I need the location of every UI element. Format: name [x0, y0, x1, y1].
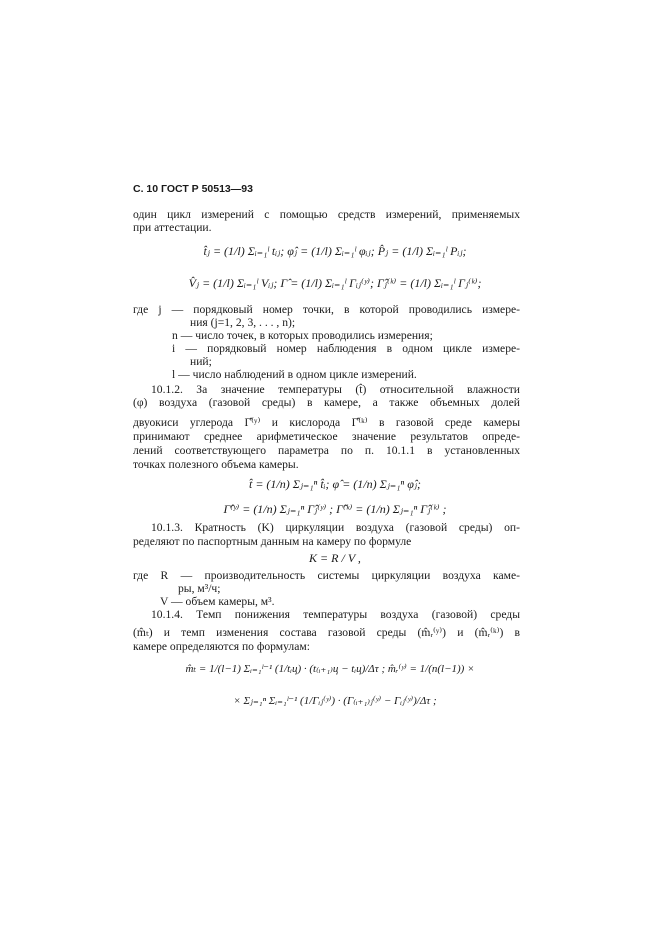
text-line: ния (j=1, 2, 3, . . . , n); [190, 316, 296, 329]
page-header: С. 10 ГОСТ Р 50513—93 [133, 183, 253, 195]
text-line: 10.1.4. Темп понижения температуры воздуха (газовой) среды [151, 608, 520, 621]
text-line: (m̂ₜ) и темп изменения состава газовой среды (m̂ᵣ⁽ʸ⁾) и (m̂ᵣ⁽ᵏ⁾) в [133, 626, 520, 639]
text-line: двуокиси углерода Γ̂⁽ʸ⁾ и кислорода Γ̂⁽ᵏ⁾ в газовой среде камеры [133, 416, 520, 429]
text-line: где j — порядковый номер точки, в которой проводились измере- [133, 303, 520, 316]
formula: m̂ₜ = 1/(l−1) Σᵢ₌₁ˡ⁻¹ (1/tᵢц) · (t₍ᵢ₊₁₎ц − tᵢц)/Δτ ; m̂ᵣ⁽ʸ⁾ = 1/(n(l−1)) × [185, 663, 475, 675]
text-line: i — порядковый номер наблюдения в одном цикле измере- [172, 342, 520, 355]
text-line: принимают среднее арифметическое значение результатов опреде- [133, 430, 520, 443]
text-line: 10.1.2. За значение температуры (t̂) относительной влажности [151, 383, 520, 396]
text-line: ределяют по паспортным данным на камеру по формуле [133, 535, 412, 548]
formula: × Σⱼ₌₁ⁿ Σᵢ₌₁ˡ⁻¹ (1/Γᵢⱼ⁽ʸ⁾) · (Γ₍ᵢ₊₁₎ⱼ⁽ʸ⁾ − Γᵢⱼ⁽ʸ⁾)/Δτ ; [233, 695, 437, 707]
text-line: 10.1.3. Кратность (K) циркуляции воздуха (газовой среды) оп- [151, 521, 520, 534]
formula: V̂ⱼ = (1/l) Σᵢ₌₁ˡ Vᵢⱼ; Γ̂ = (1/l) Σᵢ₌₁ˡ Γᵢⱼ⁽ʸ⁾; Γ̂ⱼ⁽ᵏ⁾ = (1/l) Σᵢ₌₁ˡ Γⱼ⁽ᵏ⁾; [188, 276, 482, 290]
formula: t̂ = (1/n) Σⱼ₌₁ⁿ t̂ᵢ; φ̂ = (1/n) Σⱼ₌₁ⁿ φ̂ⱼ; [248, 477, 422, 491]
text-line: ний; [190, 355, 212, 368]
formula: K = R / V , [309, 551, 361, 565]
text-line: камере определяются по формулам: [133, 640, 310, 653]
text-line: l — число наблюдений в одном цикле измерений. [172, 368, 417, 381]
text-line: лений соответствующего параметра по п. 10.1.1 в установленных [133, 444, 520, 457]
formula: t̂ⱼ = (1/l) Σᵢ₌₁ˡ tᵢⱼ; φ̂ⱼ = (1/l) Σᵢ₌₁ˡ φᵢⱼ; P̂ⱼ = (1/l) Σᵢ₌₁ˡ Pᵢⱼ; [203, 244, 467, 258]
text-line: при аттестации. [133, 221, 212, 234]
text-line: где R — производительность системы циркуляции воздуха каме- [133, 569, 520, 582]
text-line: V — объем камеры, м³. [160, 595, 275, 608]
text-line: (φ) воздуха (газовой среды) в камере, а также объемных долей [133, 396, 520, 409]
text-line: один цикл измерений с помощью средств измерений, применяемых [133, 208, 520, 221]
text-line: точках полезного объема камеры. [133, 458, 299, 471]
text-line: ры, м³/ч; [178, 582, 221, 595]
text-line: n — число точек, в которых проводились измерения; [172, 329, 433, 342]
formula: Γ̂⁽ʸ⁾ = (1/n) Σⱼ₌₁ⁿ Γ̂ⱼ⁽ʸ⁾ ; Γ̂⁽ᵏ⁾ = (1/n) Σⱼ₌₁ⁿ Γ̂ⱼ⁽ᵏ⁾ ; [223, 502, 447, 516]
